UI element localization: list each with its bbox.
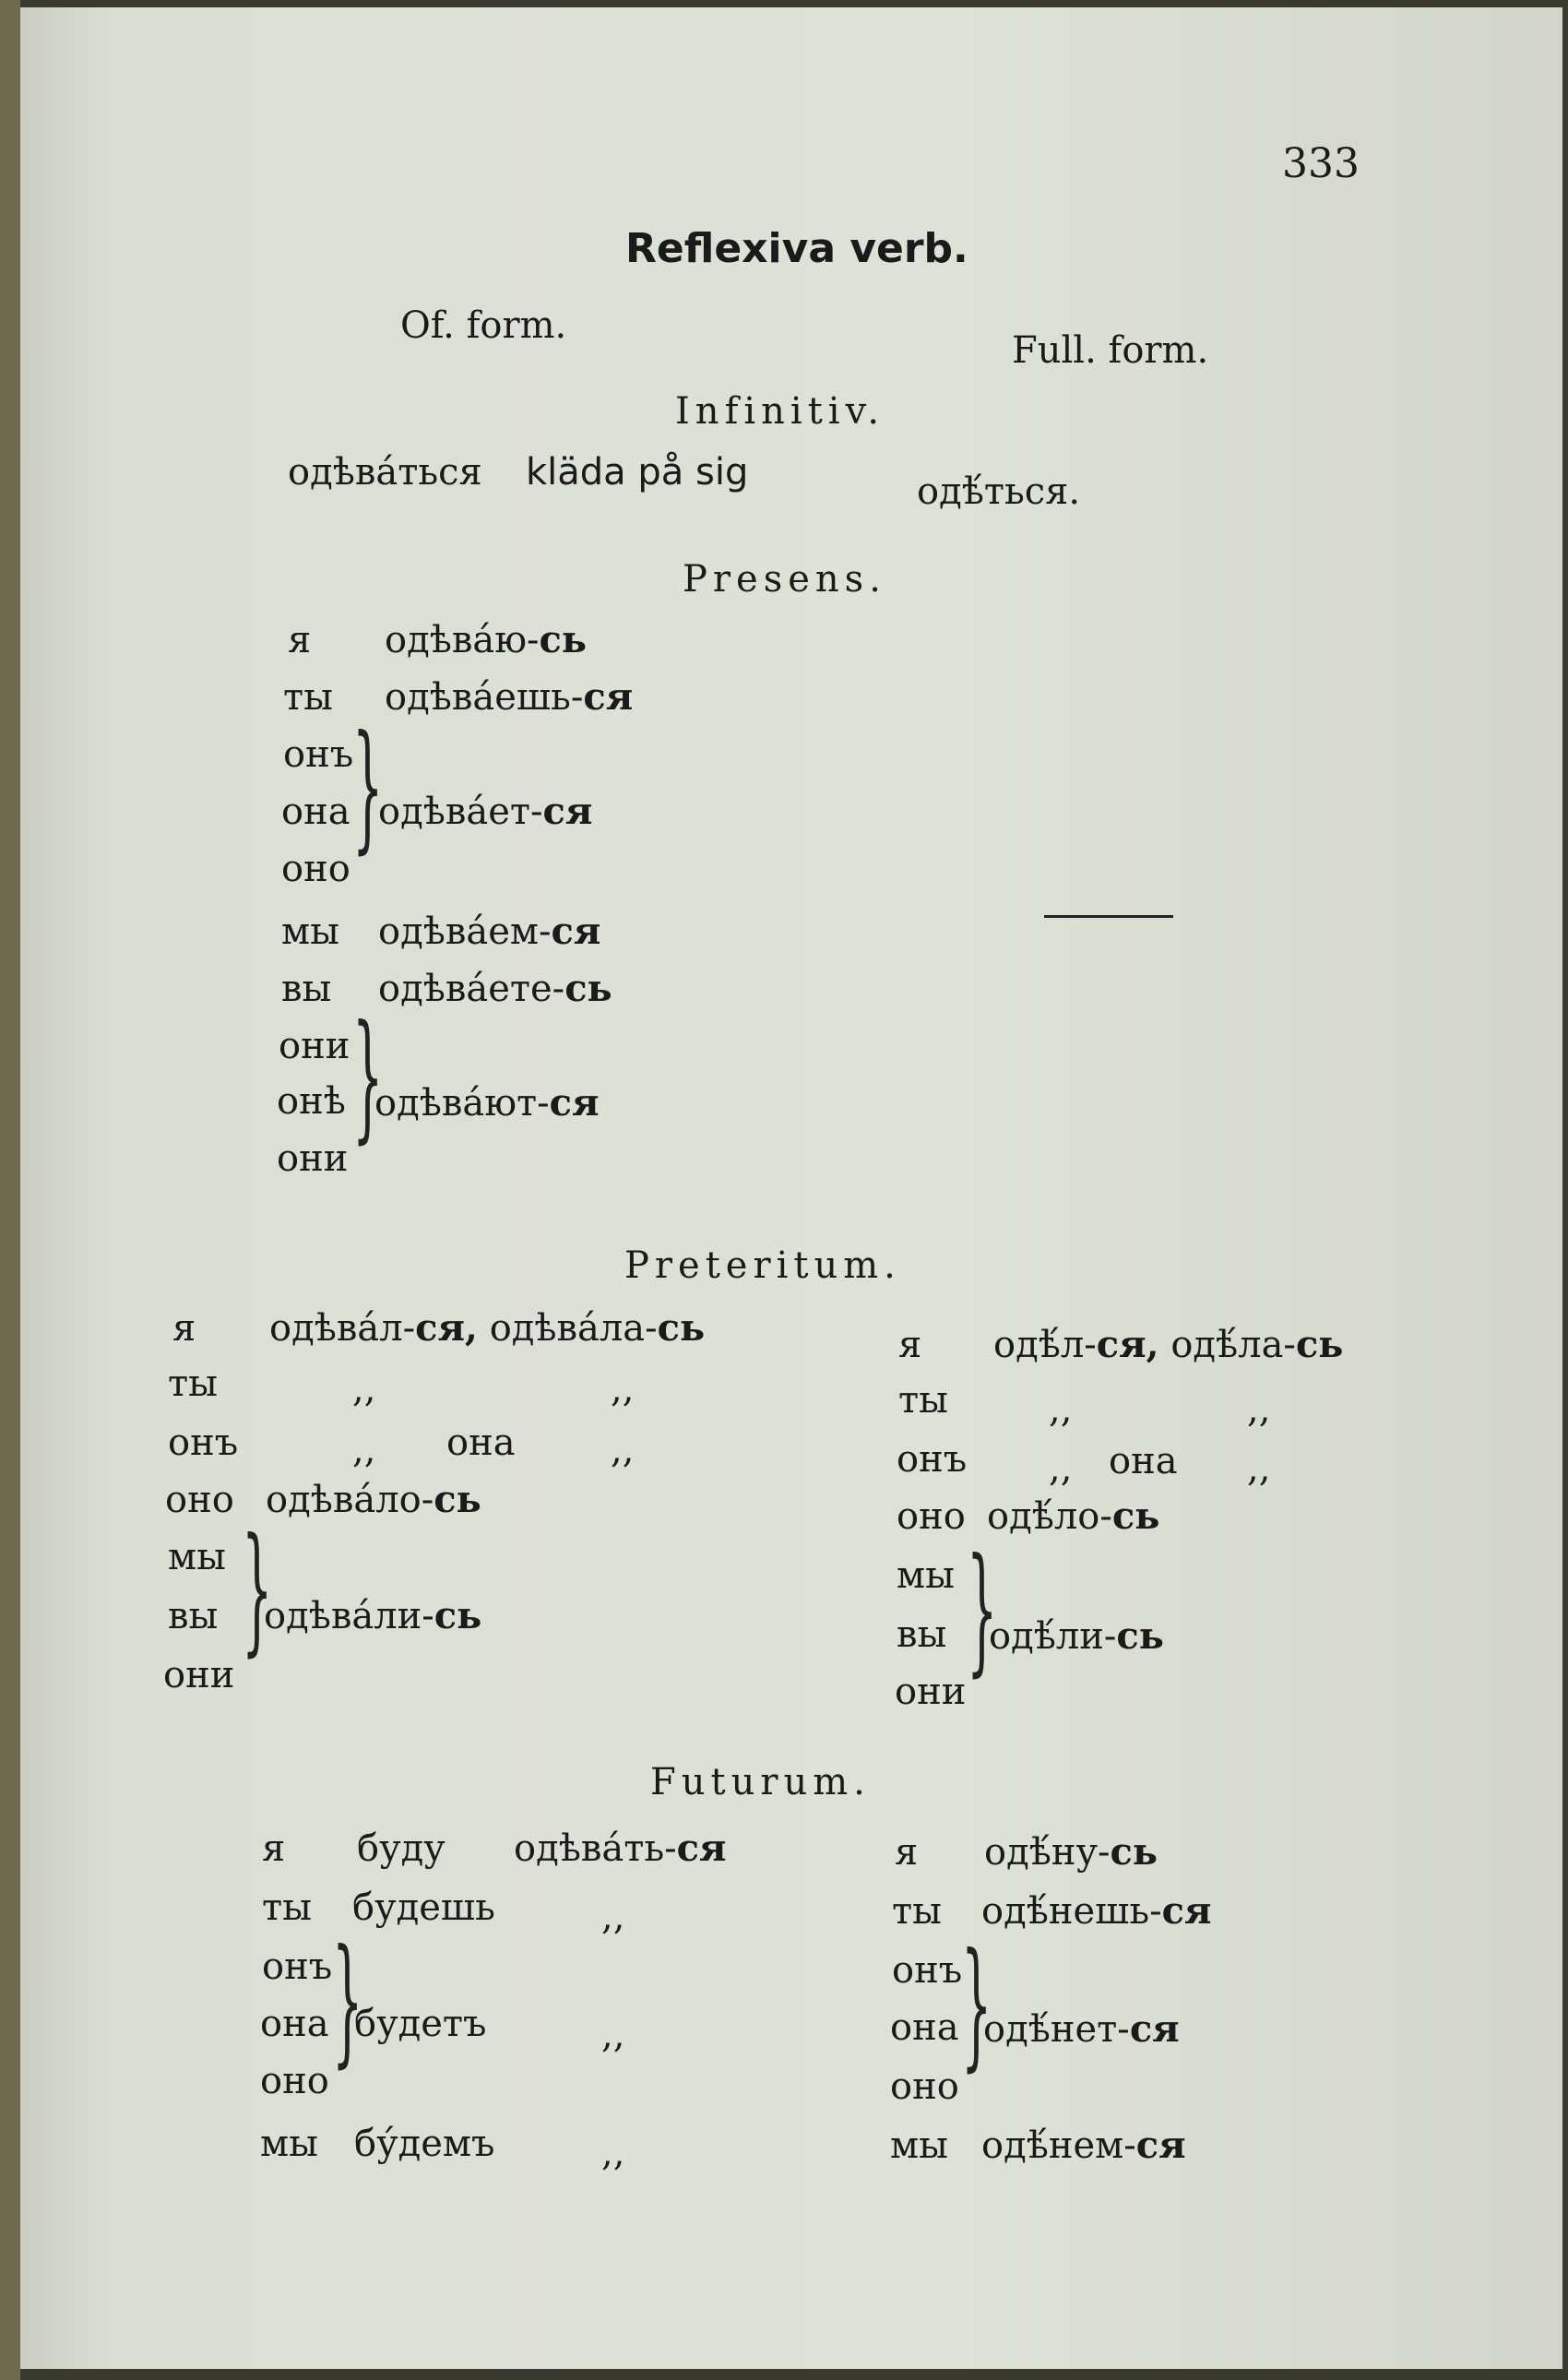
pron-ona: она [281, 791, 350, 833]
aux-verb: будешь [352, 1886, 495, 1929]
verb-form: одѣва́ло-сь [266, 1478, 481, 1521]
pron-ya: я [288, 619, 312, 661]
verb-form: одѣ́л-ся, одѣ́ла-сь [993, 1323, 1344, 1366]
pron-ona: она [890, 2006, 959, 2049]
pron-ya: я [898, 1324, 922, 1366]
aux-verb: бу́демъ [354, 2123, 495, 2165]
verb-form: одѣ́ну-сь [984, 1830, 1158, 1874]
pron-on: онъ [897, 1438, 968, 1481]
infinitive-full: одѣ́ться. [917, 470, 1081, 513]
verb-form: одѣва́ем-ся [378, 910, 601, 953]
pron-ono: оно [897, 1495, 966, 1538]
pron-ono: оно [890, 2065, 959, 2108]
verb-form: одѣ́нем-ся [981, 2124, 1186, 2167]
pron-one: онѣ [277, 1080, 346, 1123]
pron-ty: ты [262, 1886, 312, 1929]
verb-form: одѣва́ть-ся [514, 1827, 727, 1870]
pron-vy: вы [281, 968, 332, 1010]
brace-icon: } [352, 996, 384, 1157]
pron-ono: оно [281, 848, 350, 890]
pron-my: мы [897, 1554, 955, 1597]
verb-form: одѣва́ет-ся [378, 790, 593, 833]
pron-ty: ты [892, 1890, 942, 1933]
section-futurum: Futurum. [650, 1761, 871, 1803]
aux-verb: буду [357, 1827, 445, 1870]
ditto-mark: ,, [601, 2014, 625, 2056]
brace-icon: } [242, 1509, 273, 1670]
page-number: 333 [1282, 140, 1360, 187]
verb-form: одѣва́ешь-ся [385, 675, 634, 719]
verb-form: одѣва́ете-сь [378, 967, 612, 1010]
verb-form: одѣ́нешь-ся [981, 1889, 1212, 1933]
brace-icon: } [332, 1921, 363, 2081]
pron-on: онъ [283, 733, 354, 776]
pron-oni: они [279, 1025, 350, 1067]
book-spine [0, 0, 20, 2380]
pron-ona: она [1109, 1440, 1178, 1482]
page-title: Reflexiva verb. [625, 225, 968, 272]
ditto-mark: ,, [352, 1429, 376, 1471]
verb-form: одѣ́ло-сь [987, 1494, 1160, 1538]
ditto-mark: ,, [1247, 1388, 1271, 1431]
pron-my: мы [168, 1536, 226, 1578]
ditto-mark: ,, [1247, 1447, 1271, 1490]
infinitive-gloss: kläda på sig [526, 451, 749, 494]
section-presens: Presens. [683, 558, 886, 601]
section-preteritum: Preteritum. [624, 1244, 901, 1287]
ditto-mark: ,, [1049, 1447, 1073, 1490]
pron-ty: ты [168, 1363, 218, 1405]
pron-on: онъ [892, 1949, 963, 1992]
infinitive-of: одѣва́ться [288, 451, 482, 494]
pron-ya: я [262, 1827, 286, 1870]
verb-form: одѣва́л-ся, одѣва́ла-сь [269, 1306, 706, 1350]
ditto-mark: ,, [611, 1368, 635, 1410]
brace-icon: } [352, 707, 384, 867]
pron-ona: она [446, 1422, 516, 1464]
verb-form: одѣва́ю-сь [385, 618, 588, 661]
pron-ono: оно [260, 2060, 329, 2102]
verb-form: одѣва́ли-сь [264, 1594, 482, 1637]
verb-form: одѣ́нет-ся [983, 2007, 1180, 2051]
pron-vy: вы [168, 1595, 219, 1637]
brace-icon: } [961, 1924, 992, 2085]
pron-on: онъ [168, 1422, 239, 1464]
pron-on: онъ [262, 1946, 333, 1988]
pron-vy: вы [897, 1613, 947, 1656]
pron-ona: она [260, 2003, 329, 2045]
pron-oni: они [277, 1137, 349, 1180]
full-form-header: Full. form. [1012, 329, 1209, 372]
pron-ya: я [172, 1307, 196, 1350]
pron-oni: они [163, 1654, 235, 1696]
ditto-mark: ,, [1049, 1388, 1073, 1431]
verb-form: одѣва́ют-ся [374, 1081, 600, 1125]
pron-ono: оно [165, 1479, 234, 1521]
pron-my: мы [281, 910, 339, 953]
pron-oni: они [895, 1671, 967, 1713]
pron-my: мы [260, 2123, 318, 2165]
pron-ya: я [895, 1831, 919, 1874]
brace-icon: } [967, 1529, 998, 1690]
section-infinitiv: Infinitiv. [675, 390, 885, 433]
aux-verb: будетъ [354, 2003, 487, 2045]
ditto-mark: ,, [352, 1368, 376, 1410]
pron-my: мы [890, 2124, 948, 2167]
of-form-header: Of. form. [400, 304, 567, 347]
verb-form: одѣ́ли-сь [989, 1614, 1164, 1658]
ditto-mark: ,, [601, 1896, 625, 1938]
ditto-mark: ,, [611, 1429, 635, 1471]
book-page [20, 7, 1562, 2369]
ditto-mark: ,, [601, 2132, 625, 2174]
divider-rule [1044, 915, 1173, 918]
pron-ty: ты [898, 1379, 948, 1422]
pron-ty: ты [283, 676, 333, 719]
